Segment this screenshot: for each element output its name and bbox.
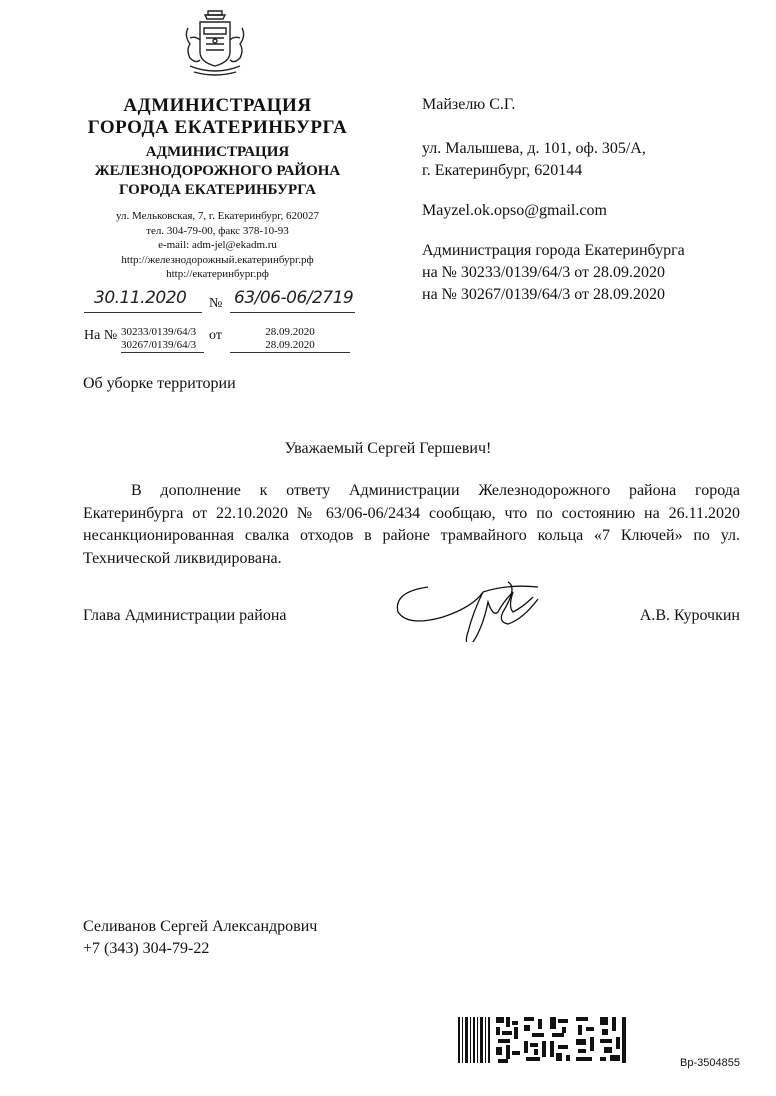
letterhead-city-admin	[60, 95, 375, 139]
contact-phone: тел. 304-79-00, факс 378-10-93	[146, 224, 289, 237]
reference-number-2: 30267/0139/64/3	[121, 339, 204, 353]
executor-name: Селиванов Сергей Александрович	[83, 918, 318, 935]
outgoing-number-handwritten: 63/06-06/2719	[234, 288, 354, 308]
addressee-city: г. Екатеринбург, 620144	[422, 162, 583, 179]
outgoing-number-label: №	[209, 296, 223, 311]
letterhead-contacts	[60, 209, 375, 282]
addressee-block	[422, 94, 685, 306]
letterhead-line-1: АДМИНИСТРАЦИЯ	[123, 95, 312, 116]
outgoing-date-handwritten: 30.11.2020	[94, 288, 187, 308]
executor-block	[83, 916, 317, 960]
contact-email: e-mail: adm-jel@ekadm.ru	[158, 239, 277, 251]
contact-address: ул. Мельковская, 7, г. Екатеринбург, 620027	[115, 210, 320, 222]
signatory-name: А.В. Курочкин	[639, 607, 740, 624]
reference-date-1: 28.09.2020	[265, 326, 315, 338]
letterhead-line-2: ГОРОДА ЕКАТЕРИНБУРГА	[87, 117, 348, 138]
coat-of-arms-emblem	[180, 8, 250, 80]
letter-body: В дополнение к ответу Администрации Железнодорожного района города Екатеринбурга от 22.10.2020 № 63/06-06/2434 сообщаю, что по состоянию на 26.11.2020 несанкционированная свалка отходов в районе трамвайного кольца «7 Ключей» по ул. Технической ликвидирована.	[83, 482, 740, 567]
signatory-position: Глава Администрации района	[83, 607, 287, 624]
letterhead-district-admin	[60, 143, 375, 200]
addressee-name: Майзелю С.Г.	[422, 96, 516, 113]
addressee-ref-2: на № 30267/0139/64/3 от 28.09.2020	[422, 286, 666, 303]
addressee-ref-1: на № 30233/0139/64/3 от 28.09.2020	[422, 264, 666, 281]
letter-greeting: Уважаемый Сергей Гершевич!	[284, 440, 492, 457]
reference-date-label: от	[209, 328, 222, 343]
letterhead-line-3: АДМИНИСТРАЦИЯ	[145, 144, 290, 160]
outgoing-date-field	[84, 290, 202, 313]
addressee-admin: Администрация города Екатеринбурга	[422, 242, 685, 259]
reference-date-2: 28.09.2020	[230, 339, 350, 353]
reference-numbers	[121, 326, 204, 353]
contact-website-district: http://железнодорожный.екатеринбург.рф	[121, 253, 314, 266]
reference-number-1: 30233/0139/64/3	[121, 326, 197, 338]
reference-number-label: На №	[84, 328, 118, 343]
letterhead-line-4: ЖЕЛЕЗНОДОРОЖНОГО РАЙОНА	[94, 163, 341, 179]
contact-website-city: http://екатеринбург.рф	[166, 268, 269, 280]
addressee-street: ул. Малышева, д. 101, оф. 305/А,	[422, 140, 646, 157]
document-code: Вр-3504855	[680, 1057, 740, 1069]
handwritten-signature	[388, 572, 558, 642]
outgoing-number-field	[230, 290, 355, 313]
letterhead-line-5: ГОРОДА ЕКАТЕРИНБУРГА	[119, 182, 316, 198]
letter-subject: Об уборке территории	[83, 375, 236, 392]
addressee-email: Mayzel.ok.opso@gmail.com	[422, 202, 607, 219]
executor-phone: +7 (343) 304-79-22	[83, 940, 210, 957]
document-barcode	[458, 1013, 628, 1065]
reference-dates	[230, 326, 350, 353]
